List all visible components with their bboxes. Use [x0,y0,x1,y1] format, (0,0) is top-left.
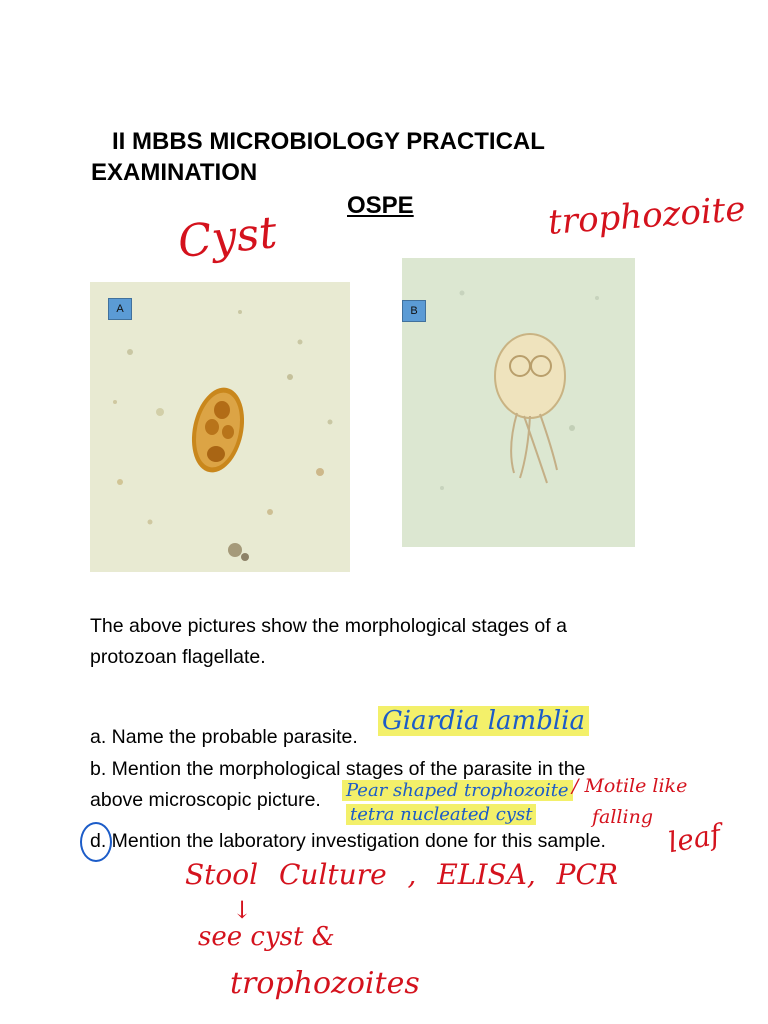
handwritten-see-cyst: see cyst & [198,922,335,952]
handwritten-answer-b-line-1: Pear shaped trophozoite [342,780,573,801]
micrograph-a-cyst [90,282,350,572]
handwritten-answer-d: Stool Culture , ELISA, PCR [185,858,618,891]
handwritten-answer-a: Giardia lamblia [378,706,589,736]
image-label-b: B [402,300,426,322]
question-d [90,826,606,857]
question-a: a. Name the probable parasite. [90,726,358,748]
title-line-2: EXAMINATION [91,159,258,186]
question-intro: The above pictures show the morphological stages of a protozoan flagellate. [90,615,567,668]
image-label-a: A [108,298,132,320]
handwritten-down-arrow: ↓ [232,896,253,924]
handwritten-trophozoites: trophozoites [230,966,420,1001]
page-title [91,126,651,188]
question-d-text: Mention the laboratory investigation done for this sample. [106,830,606,852]
question-b-line-1: b. Mention the morphological stages of the parasite in the [90,758,586,780]
trophozoite-image [402,258,635,547]
handwritten-cyst-label: Cyst [175,206,280,269]
handwritten-leaf-note: leaf [665,817,724,860]
handwritten-trophozoite-label: trophozoite [546,189,747,243]
page-subtitle: OSPE [347,192,414,219]
handwritten-falling-note: falling [592,806,653,828]
question-b-line-2: above microscopic picture. [90,789,321,811]
question-d-letter: d. [90,830,107,852]
micrograph-b-trophozoite [402,258,635,547]
handwritten-answer-b-line-2: tetra nucleated cyst [346,804,536,825]
cyst-image [90,282,350,572]
title-line-1: II MBBS MICROBIOLOGY PRACTICAL [112,128,545,155]
handwritten-motile-note: / Motile like [572,775,688,797]
